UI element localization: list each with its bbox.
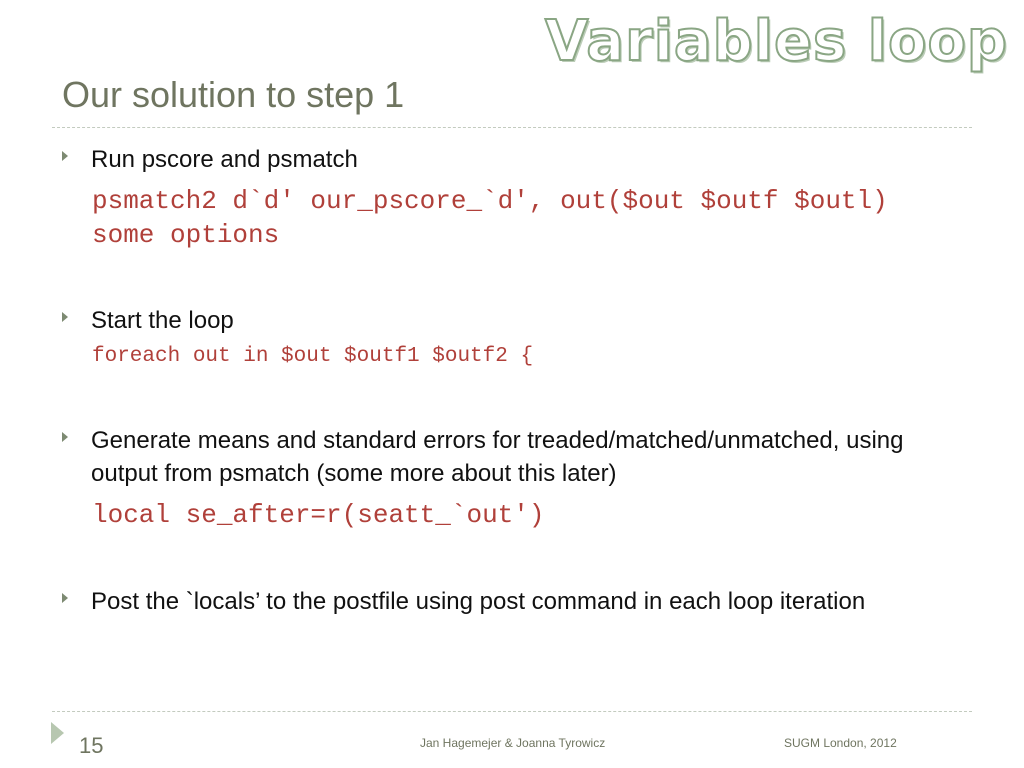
corner-title: Variables loop bbox=[545, 9, 1008, 74]
code-snippet: psmatch2 d`d' our_pscore_`d', out($out $outf $outl) some options bbox=[92, 186, 904, 250]
title-divider bbox=[52, 127, 972, 128]
bullet-arrow-icon bbox=[62, 312, 68, 322]
bullet-item-post-locals bbox=[62, 585, 962, 618]
bullet-arrow-icon bbox=[62, 593, 68, 603]
footer-divider bbox=[52, 711, 972, 712]
code-snippet: foreach out in $out $outf1 $outf2 { bbox=[92, 345, 534, 368]
code-snippet: local se_after=r(seatt_`out') bbox=[92, 500, 545, 530]
bullet-item-generate-means bbox=[62, 424, 962, 532]
page-number: 15 bbox=[79, 733, 104, 758]
footer-arrow-icon bbox=[51, 722, 64, 744]
bullet-text: Post the `locals’ to the postfile using post command in each loop iteration bbox=[91, 588, 866, 615]
bullet-text: Start the loop bbox=[91, 307, 234, 334]
bullet-text: Generate means and standard errors for treaded/matched/unmatched, using output from psmatch (some more about this later) bbox=[91, 427, 904, 487]
footer-authors: Jan Hagemejer & Joanna Tyrowicz bbox=[420, 736, 606, 750]
footer-event: SUGM London, 2012 bbox=[784, 736, 897, 750]
slide-title: Our solution to step 1 bbox=[62, 74, 405, 115]
bullet-item-start-loop bbox=[62, 304, 962, 371]
bullet-item-run-pscore bbox=[62, 143, 962, 252]
bullet-text: Run pscore and psmatch bbox=[91, 146, 358, 173]
bullet-arrow-icon bbox=[62, 432, 68, 442]
bullet-arrow-icon bbox=[62, 151, 68, 161]
